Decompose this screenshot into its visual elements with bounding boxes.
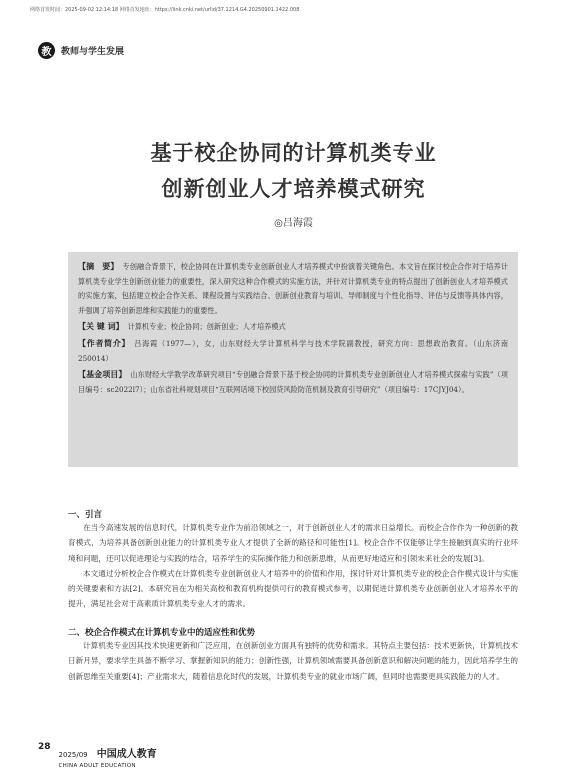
section-heading: 一、引言 (68, 510, 103, 520)
paragraph: 计算机类专业因其技术快速更新和广泛应用，在创新创业方面具有独特的优势和需求。其特点主要包括：技术更新快，计算机技术日新月异，要求学生具备不断学习、掌握新知识的能力；创新性强，计算机领域需要具备创新意识和解决问题的能力，因此培养学生的创新思维至关重要[4]；产业需求大，随着信息化时代的发展，计算机类专业的就业市场广阔，但同时也需要更具实践能力的人才。 (68, 641, 518, 681)
article-title-line-1: 基于校企协同的计算机类专业 (150, 141, 437, 165)
section-2 (68, 626, 518, 684)
fund-label: 【基金项目】 (78, 370, 127, 380)
issue-number: 2025/09 (58, 751, 88, 759)
column-header (38, 42, 124, 59)
article-author: ◎吕海霞 (274, 218, 313, 229)
page-footer (38, 742, 157, 769)
abstract-box (68, 252, 518, 467)
abstract-summary (78, 260, 508, 318)
magazine-name-en: CHINA ADULT EDUCATION (58, 763, 136, 769)
keywords-text: 计算机专业；校企协同；创新创业；人才培养模式 (127, 322, 286, 332)
column-name: 教师与学生发展 (61, 47, 125, 57)
online-publication-info: 网络首发时间：2025-09-02 12:14:18 网络首发地址：https://link.cnki.net/urlid/37.1214.G4.20250901.1422.008 (30, 7, 300, 13)
abstract-keywords (78, 320, 508, 335)
article-title-line-2: 创新创业人才培养模式研究 (161, 177, 426, 201)
author-info-text: 吕海霞（1977—），女，山东财经大学计算机科学与技术学院副教授，研究方向：思想政治教育。（山东济南 250014） (78, 338, 516, 363)
keywords-label: 【关 键 词】 (78, 322, 124, 332)
abstract-author-info (78, 337, 516, 366)
page-number: 28 (38, 742, 51, 752)
summary-text: 专创融合背景下，校企协同在计算机类专业创新创业人才培养模式中扮演着关键角色。本文旨在探讨校企合作对于培养计算机类专业学生创新创业能力的重要性，深入研究这种合作模式的实施方法，并针对计算机类专业的特点提出了创新创业人才培养模式的实施方案，包括建立校企合作关系、课程设置与实践结合、创新创业教育与培训、导师制度与个性化指导、评估与反馈等具体内容，并强调了培养创新思维和实践能力的重要性。 (78, 262, 509, 315)
paragraph: 在当今高速发展的信息时代，计算机类专业作为前沿领域之一，对于创新创业人才的需求日益增长。而校企合作作为一种创新的教育模式，为培养具备创新创业能力的计算机类专业人才提供了全新的路径和可能性[1]。校企合作不仅能够让学生接触到真实的行业环境和问题，还可以促进理论与实践的结合，培养学生的实际操作能力和创新思维，从而更好地适应和引领未来社会的发展[3]。 (68, 523, 518, 563)
paragraph: 本文通过分析校企合作模式在计算机类专业创新创业人才培养中的价值和作用，探讨针对计算机类专业的校企合作模式设计与实施的关键要素和方法[2]。本研究旨在为相关高校和教育机构提供可行的教育模式参考，以期促进计算机类专业创新创业人才培养水平的提升，满足社会对于高素质计算机类专业人才的需求。 (68, 568, 518, 609)
journal-info (59, 742, 157, 769)
summary-label: 【摘 要】 (78, 262, 119, 271)
section-heading: 二、校企合作模式在计算机专业中的适应性和优势 (68, 628, 256, 638)
abstract-fund (78, 368, 508, 397)
section-1 (68, 508, 518, 612)
author-info-label: 【作者简介】 (78, 338, 131, 348)
magazine-name: 中国成人教育 (96, 749, 157, 760)
journal-logo-icon: 教 (38, 42, 55, 59)
fund-text: 山东财经大学教学改革研究项目“专创融合背景下基于校企协同的计算机类专业创新创业人才培养模式探索与实践”（项目编号：sc2022l7）；山东省社科规划项目“互联网话境下校园贷风险防范机制及教育引导研究”（项目编号：17CJYJ04）。 (78, 370, 508, 394)
